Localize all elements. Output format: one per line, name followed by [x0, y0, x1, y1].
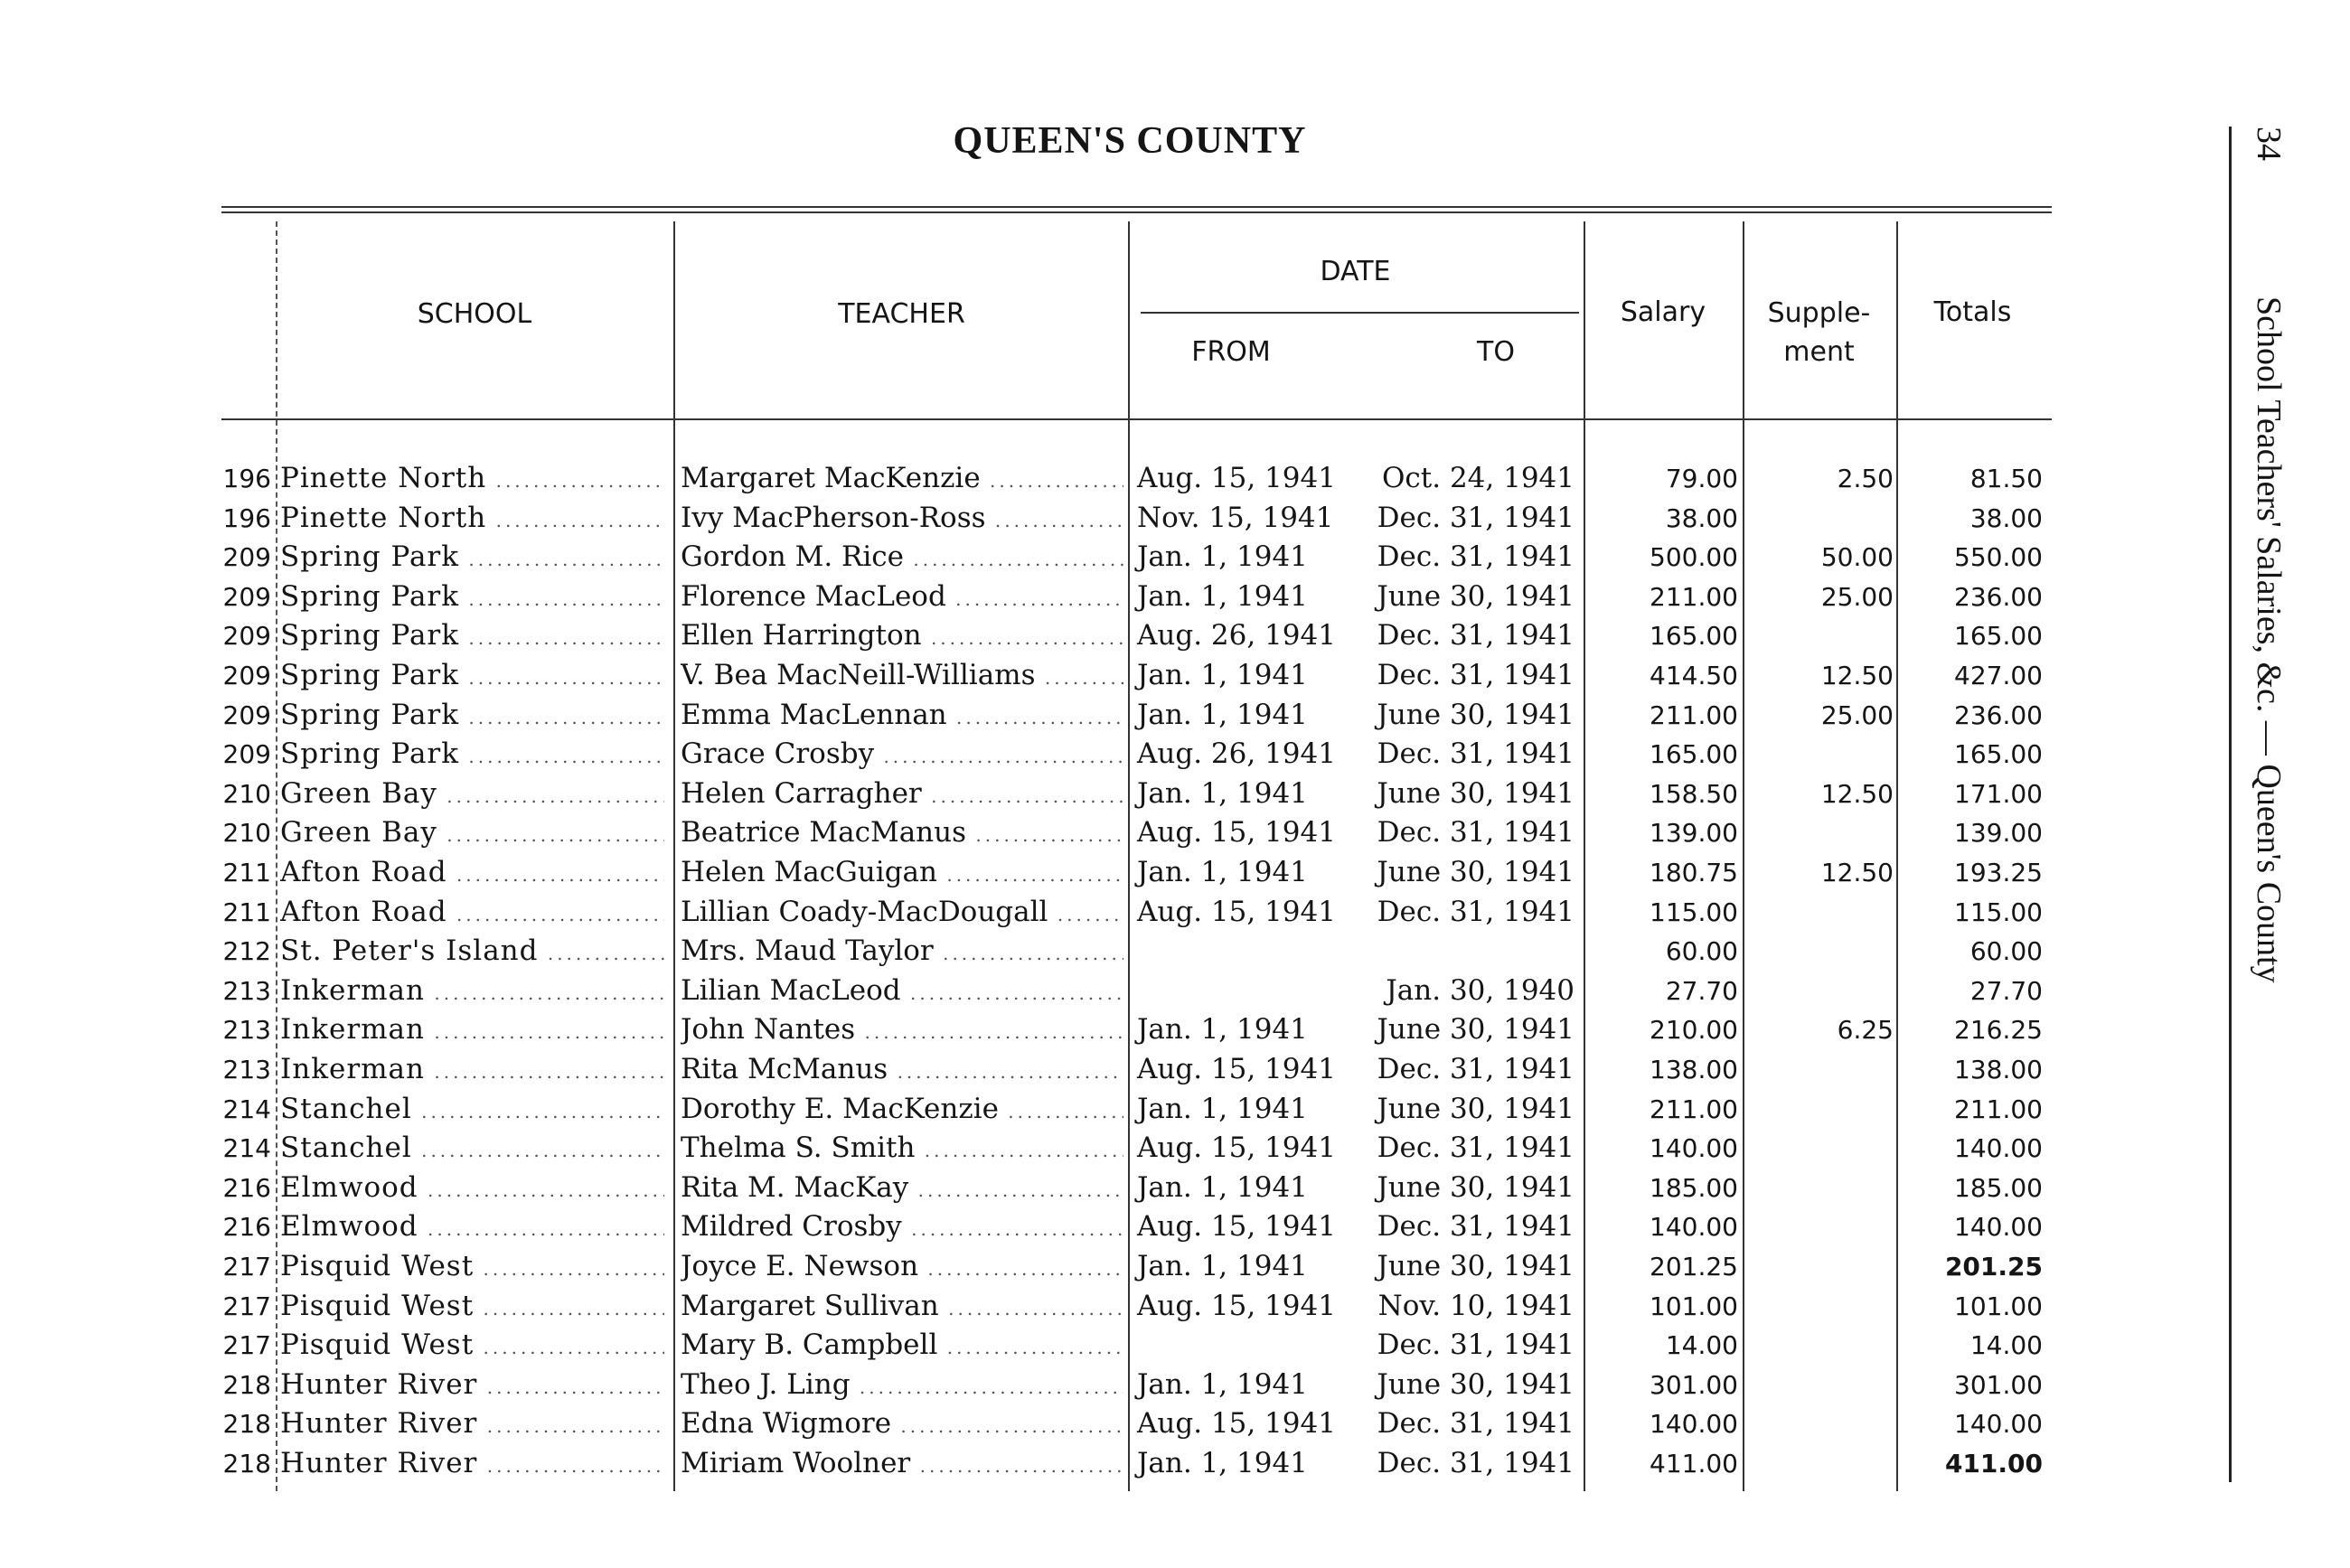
table-row — [0, 1129, 2052, 1168]
date-to: June 30, 1941 — [1377, 1367, 1574, 1401]
date-to: Dec. 31, 1941 — [1377, 659, 1574, 691]
school-code: 218 — [222, 1409, 271, 1440]
school-name: Pisquid West ..... — [280, 1287, 664, 1329]
school-code: 210 — [222, 778, 271, 809]
school-code: 210 — [222, 818, 271, 849]
total-value: 185.00 — [1954, 1172, 2043, 1203]
salary-value: 139.00 — [1650, 818, 1738, 849]
side-caption — [2249, 127, 2289, 982]
school-code: 218 — [222, 1449, 271, 1479]
date-divider-rule — [1141, 312, 1579, 314]
supplement-value: 12.50 — [1820, 778, 1894, 809]
date-from: Jan. 1, 1941 — [1137, 776, 1308, 810]
date-to: June 30, 1941 — [1377, 1170, 1574, 1204]
table-row — [0, 735, 2052, 774]
table-row — [0, 499, 2052, 538]
table-row — [0, 1326, 2052, 1365]
teacher-name: Helen Carragher ..... — [681, 775, 1123, 816]
table-row — [0, 1366, 2052, 1404]
salary-value: 140.00 — [1650, 1133, 1738, 1164]
school-name: Pinette North ..... — [280, 499, 664, 540]
total-value: 216.25 — [1954, 1015, 2043, 1046]
date-from: Aug. 26, 1941 — [1137, 619, 1336, 653]
school-name: Stanchel ..... — [280, 1129, 664, 1170]
total-value: 115.00 — [1954, 897, 2043, 927]
salary-value: 158.50 — [1650, 778, 1738, 809]
date-from: Aug. 26, 1941 — [1137, 737, 1336, 771]
total-value: 139.00 — [1954, 818, 2043, 849]
supplement-value: 2.50 — [1837, 464, 1894, 493]
teacher-name: Edna Wigmore ..... — [681, 1404, 1123, 1446]
total-value: 60.00 — [1969, 936, 2043, 967]
salary-value: 500.00 — [1650, 542, 1738, 573]
total-value: 38.00 — [1969, 502, 2043, 533]
supplement-value: 25.00 — [1820, 581, 1894, 612]
teacher-name: Beatrice MacManus ..... — [681, 813, 1123, 855]
teacher-name: John Nantes ..... — [681, 1010, 1123, 1052]
table-row — [0, 775, 2052, 813]
date-from: Aug. 15, 1941 — [1137, 1289, 1336, 1322]
date-from: Jan. 1, 1941 — [1137, 1170, 1308, 1204]
supplement-value: 12.50 — [1820, 858, 1894, 887]
table-row — [0, 853, 2052, 892]
school-code: 216 — [222, 1172, 271, 1203]
date-from: Jan. 1, 1941 — [1137, 698, 1308, 731]
total-value: 411.00 — [1944, 1449, 2043, 1479]
table-row — [0, 813, 2052, 852]
date-from: Jan. 1, 1941 — [1137, 1447, 1308, 1479]
school-code: 209 — [222, 542, 271, 573]
table-top-rule-2 — [221, 211, 2052, 213]
date-to: Dec. 31, 1941 — [1377, 1407, 1574, 1441]
total-value: 140.00 — [1954, 1409, 2043, 1440]
supplement-value: 12.50 — [1820, 661, 1894, 690]
salary-value: 211.00 — [1650, 1094, 1738, 1124]
salary-value: 211.00 — [1650, 699, 1738, 730]
school-code: 211 — [222, 858, 271, 887]
supplement-value: 50.00 — [1820, 542, 1894, 573]
date-to: June 30, 1941 — [1377, 579, 1574, 613]
school-name: Afton Road ..... — [280, 893, 664, 934]
teacher-name: Florence MacLeod ..... — [681, 577, 1123, 619]
total-value: 193.25 — [1954, 858, 2043, 887]
total-value: 140.00 — [1954, 1133, 2043, 1164]
school-name: Spring Park ..... — [280, 538, 664, 579]
school-code: 209 — [222, 621, 271, 652]
school-code: 196 — [222, 464, 271, 493]
school-code: 218 — [222, 1369, 271, 1400]
date-to: Dec. 31, 1941 — [1377, 540, 1574, 574]
header-to: TO — [1477, 336, 1515, 368]
date-to: Dec. 31, 1941 — [1377, 1131, 1574, 1165]
teacher-name: Mary B. Campbell ..... — [681, 1326, 1123, 1367]
school-name: St. Peter's Island ..... — [280, 932, 664, 973]
table-row — [0, 577, 2052, 616]
table-row — [0, 972, 2052, 1010]
date-to: June 30, 1941 — [1377, 776, 1574, 810]
header-from: FROM — [1191, 336, 1271, 368]
table-row — [0, 1247, 2052, 1286]
school-name: Pisquid West ..... — [280, 1326, 664, 1367]
teacher-name: Thelma S. Smith ..... — [681, 1129, 1123, 1170]
salary-value: 180.75 — [1650, 858, 1738, 887]
date-from: Jan. 1, 1941 — [1137, 659, 1308, 691]
running-head: School Teachers' Salaries, &c. — Queen's County — [2250, 296, 2288, 983]
school-name: Stanchel ..... — [280, 1090, 664, 1131]
teacher-name: Margaret MacKenzie ..... — [681, 459, 1123, 501]
total-value: 211.00 — [1954, 1094, 2043, 1124]
school-code: 217 — [222, 1291, 271, 1321]
total-value: 171.00 — [1954, 778, 2043, 809]
date-from: Jan. 1, 1941 — [1137, 579, 1308, 613]
side-rule — [2229, 127, 2232, 1482]
school-name: Inkerman ..... — [280, 1050, 664, 1092]
total-value: 165.00 — [1954, 621, 2043, 652]
date-to: Dec. 31, 1941 — [1377, 1053, 1574, 1085]
school-name: Green Bay ..... — [280, 813, 664, 855]
table-row — [0, 459, 2052, 498]
date-to: Jan. 30, 1940 — [1386, 973, 1574, 1007]
teacher-name: Joyce E. Newson ..... — [681, 1247, 1123, 1289]
date-to: Dec. 31, 1941 — [1377, 1329, 1574, 1362]
header-supplement — [1744, 294, 1894, 371]
date-from: Jan. 1, 1941 — [1137, 856, 1308, 888]
date-from: Aug. 15, 1941 — [1137, 816, 1336, 850]
table-row — [0, 538, 2052, 577]
date-to: Dec. 31, 1941 — [1377, 619, 1574, 653]
school-name: Green Bay ..... — [280, 775, 664, 816]
school-code: 209 — [222, 661, 271, 690]
school-name: Hunter River ..... — [280, 1444, 664, 1486]
teacher-name: Miriam Woolner ..... — [681, 1444, 1123, 1486]
date-from: Jan. 1, 1941 — [1137, 540, 1308, 574]
salary-value: 27.70 — [1665, 975, 1738, 1006]
school-name: Hunter River ..... — [280, 1366, 664, 1407]
date-from: Jan. 1, 1941 — [1137, 1367, 1308, 1401]
table-row — [0, 656, 2052, 695]
table-top-rule — [221, 206, 2052, 208]
date-from: Aug. 15, 1941 — [1137, 1131, 1336, 1165]
header-supplement-line2: ment — [1783, 336, 1855, 368]
total-value: 81.50 — [1969, 464, 2043, 493]
school-code: 209 — [222, 581, 271, 612]
school-name: Inkerman ..... — [280, 972, 664, 1013]
teacher-name: Mildred Crosby ..... — [681, 1207, 1123, 1249]
table-row — [0, 1444, 2052, 1483]
teacher-name: Grace Crosby ..... — [681, 735, 1123, 776]
date-to: June 30, 1941 — [1377, 1250, 1574, 1282]
total-value: 236.00 — [1954, 581, 2043, 612]
header-totals: Totals — [1933, 296, 2012, 328]
salary-value: 140.00 — [1650, 1212, 1738, 1243]
school-code: 213 — [222, 1055, 271, 1084]
school-code: 213 — [222, 975, 271, 1006]
teacher-name: Theo J. Ling ..... — [681, 1366, 1123, 1407]
page-number: 34 — [2250, 127, 2288, 161]
date-from: Aug. 15, 1941 — [1137, 895, 1336, 928]
salary-value: 138.00 — [1650, 1055, 1738, 1084]
school-name: Pinette North ..... — [280, 459, 664, 501]
date-from: Aug. 15, 1941 — [1137, 1210, 1336, 1244]
date-to: Dec. 31, 1941 — [1377, 737, 1574, 771]
header-salary: Salary — [1620, 296, 1706, 328]
teacher-name: Mrs. Maud Taylor ..... — [681, 932, 1123, 973]
school-code: 217 — [222, 1330, 271, 1361]
date-to: Oct. 24, 1941 — [1382, 462, 1574, 494]
date-to: Dec. 31, 1941 — [1377, 1210, 1574, 1244]
table-row — [0, 1090, 2052, 1129]
school-code: 196 — [222, 502, 271, 533]
teacher-name: Rita M. MacKay ..... — [681, 1169, 1123, 1210]
school-code: 214 — [222, 1094, 271, 1124]
header-bottom-rule — [221, 418, 2052, 420]
school-code: 217 — [222, 1252, 271, 1282]
salary-value: 79.00 — [1665, 464, 1738, 493]
total-value: 140.00 — [1954, 1212, 2043, 1243]
teacher-name: Ivy MacPherson-Ross ..... — [681, 499, 1123, 540]
salary-value: 14.00 — [1665, 1330, 1738, 1361]
salary-value: 411.00 — [1650, 1449, 1738, 1479]
teacher-name: Gordon M. Rice ..... — [681, 538, 1123, 579]
total-value: 27.70 — [1969, 975, 2043, 1006]
school-code: 209 — [222, 739, 271, 770]
table-row — [0, 1287, 2052, 1326]
date-to: Dec. 31, 1941 — [1377, 1447, 1574, 1479]
school-name: Elmwood ..... — [280, 1207, 664, 1249]
total-value: 165.00 — [1954, 739, 2043, 770]
total-value: 201.25 — [1944, 1252, 2043, 1282]
table-row — [0, 1404, 2052, 1443]
salary-value: 211.00 — [1650, 581, 1738, 612]
salary-value: 115.00 — [1650, 897, 1738, 927]
date-from: Aug. 15, 1941 — [1137, 1053, 1336, 1085]
teacher-name: Lilian MacLeod ..... — [681, 972, 1123, 1013]
table-row — [0, 1169, 2052, 1207]
school-code: 212 — [222, 936, 271, 967]
supplement-value: 25.00 — [1820, 699, 1894, 730]
table-row — [0, 1207, 2052, 1246]
school-name: Spring Park ..... — [280, 735, 664, 776]
date-from: Aug. 15, 1941 — [1137, 1407, 1336, 1441]
school-code: 213 — [222, 1015, 271, 1046]
school-name: Pisquid West ..... — [280, 1247, 664, 1289]
school-name: Spring Park ..... — [280, 656, 664, 698]
salary-value: 210.00 — [1650, 1015, 1738, 1046]
header-supplement-line1: Supple- — [1767, 297, 1871, 329]
teacher-name: Lillian Coady-MacDougall ..... — [681, 893, 1123, 934]
table-row — [0, 616, 2052, 655]
date-to: June 30, 1941 — [1377, 698, 1574, 731]
salary-value: 101.00 — [1650, 1291, 1738, 1321]
salary-value: 414.50 — [1650, 661, 1738, 690]
salary-value: 301.00 — [1650, 1369, 1738, 1400]
header-school: SCHOOL — [417, 298, 532, 330]
date-to: June 30, 1941 — [1377, 856, 1574, 888]
total-value: 236.00 — [1954, 699, 2043, 730]
school-code: 216 — [222, 1212, 271, 1243]
date-from: Jan. 1, 1941 — [1137, 1092, 1308, 1125]
date-to: Dec. 31, 1941 — [1377, 895, 1574, 928]
teacher-name: Ellen Harrington ..... — [681, 616, 1123, 658]
date-to: Nov. 10, 1941 — [1377, 1289, 1574, 1322]
school-code: 209 — [222, 699, 271, 730]
date-from: Nov. 15, 1941 — [1137, 501, 1334, 534]
school-code: 211 — [222, 897, 271, 927]
school-name: Elmwood ..... — [280, 1169, 664, 1210]
date-from: Jan. 1, 1941 — [1137, 1013, 1308, 1047]
date-to: Dec. 31, 1941 — [1377, 501, 1574, 534]
date-to: June 30, 1941 — [1377, 1013, 1574, 1047]
school-name: Spring Park ..... — [280, 696, 664, 737]
table-row — [0, 696, 2052, 735]
total-value: 550.00 — [1954, 542, 2043, 573]
salary-value: 185.00 — [1650, 1172, 1738, 1203]
school-name: Inkerman ..... — [280, 1010, 664, 1052]
salary-value: 38.00 — [1665, 502, 1738, 533]
salary-value: 201.25 — [1650, 1252, 1738, 1282]
total-value: 14.00 — [1969, 1330, 2043, 1361]
total-value: 101.00 — [1954, 1291, 2043, 1321]
table-row — [0, 893, 2052, 932]
teacher-name: Margaret Sullivan ..... — [681, 1287, 1123, 1329]
date-from: Jan. 1, 1941 — [1137, 1250, 1308, 1282]
teacher-name: Helen MacGuigan ..... — [681, 853, 1123, 895]
teacher-name: V. Bea MacNeill-Williams ..... — [681, 656, 1123, 698]
date-to: Dec. 31, 1941 — [1377, 816, 1574, 850]
total-value: 427.00 — [1954, 661, 2043, 690]
header-date: DATE — [1320, 256, 1391, 287]
salary-value: 140.00 — [1650, 1409, 1738, 1440]
salary-value: 165.00 — [1650, 739, 1738, 770]
teacher-name: Dorothy E. MacKenzie ..... — [681, 1090, 1123, 1131]
school-name: Afton Road ..... — [280, 853, 664, 895]
table-row — [0, 932, 2052, 971]
date-from: Aug. 15, 1941 — [1137, 462, 1336, 494]
table-row — [0, 1010, 2052, 1049]
header-teacher: TEACHER — [838, 298, 965, 330]
date-to: June 30, 1941 — [1377, 1092, 1574, 1125]
page-title: QUEEN'S COUNTY — [953, 120, 1307, 162]
school-code: 214 — [222, 1133, 271, 1164]
school-name: Hunter River ..... — [280, 1404, 664, 1446]
supplement-value: 6.25 — [1837, 1015, 1894, 1046]
total-value: 301.00 — [1954, 1369, 2043, 1400]
teacher-name: Rita McManus ..... — [681, 1050, 1123, 1092]
school-name: Spring Park ..... — [280, 577, 664, 619]
total-value: 138.00 — [1954, 1055, 2043, 1084]
salary-value: 60.00 — [1665, 936, 1738, 967]
teacher-name: Emma MacLennan ..... — [681, 696, 1123, 737]
school-name: Spring Park ..... — [280, 616, 664, 658]
table-row — [0, 1050, 2052, 1089]
salary-value: 165.00 — [1650, 621, 1738, 652]
